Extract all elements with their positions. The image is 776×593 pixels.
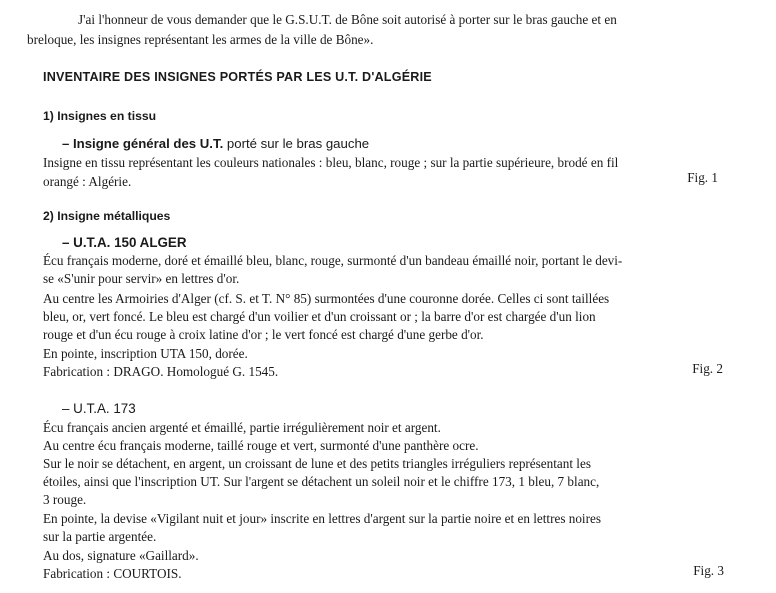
section-2-heading: 2) Insigne métalliques bbox=[43, 209, 171, 223]
page-title: INVENTAIRE DES INSIGNES PORTÉS PAR LES U.T. D'ALGÉRIE bbox=[43, 70, 432, 84]
item-uta-173-line-4: étoiles, ainsi que l'inscription UT. Sur l'argent se détachent un soleil noir et le chiffre 173, 1 bleu, 7 blanc, bbox=[43, 474, 600, 489]
intro-line-1: J'ai l'honneur de vous demander que le G.S.U.T. de Bône soit autorisé à porter sur le bras gauche et en bbox=[78, 12, 617, 27]
item-uta-150-line-5: rouge et d'un écu rouge à croix latine d'or ; le vert foncé est chargé d'une gerbe d'or. bbox=[43, 327, 484, 342]
section-1-item-title-rest: porté sur le bras gauche bbox=[223, 136, 370, 151]
item-uta-173-line-6: En pointe, la devise «Vigilant nuit et jour» inscrite en lettres d'argent sur la partie noire et en lettres noires bbox=[43, 511, 601, 526]
item-uta-173-line-9: Fabrication : COURTOIS. bbox=[43, 566, 182, 581]
item-uta-150-title: – U.T.A. 150 ALGER bbox=[62, 235, 187, 250]
section-1-line-2: orangé : Algérie. bbox=[43, 174, 132, 189]
figure-3-label: Fig. 3 bbox=[693, 563, 724, 578]
section-1-line-1: Insigne en tissu représentant les couleurs nationales : bleu, blanc, rouge ; sur la partie supérieure, brodé en fil bbox=[43, 155, 619, 170]
item-uta-173-line-7: sur la partie argentée. bbox=[43, 529, 157, 544]
item-uta-173-line-1: Écu français ancien argenté et émaillé, partie irrégulièrement noir et argent. bbox=[43, 420, 441, 435]
item-uta-173-line-8: Au dos, signature «Gaillard». bbox=[43, 548, 199, 563]
item-uta-173-title: – U.T.A. 173 bbox=[62, 401, 136, 416]
item-uta-173-line-3: Sur le noir se détachent, en argent, un croissant de lune et des petits triangles irréguliers représentant les bbox=[43, 456, 591, 471]
item-uta-150-line-7: Fabrication : DRAGO. Homologué G. 1545. bbox=[43, 364, 279, 379]
figure-1-label: Fig. 1 bbox=[687, 170, 718, 185]
figure-2-label: Fig. 2 bbox=[692, 361, 723, 376]
item-uta-150-line-6: En pointe, inscription UTA 150, dorée. bbox=[43, 346, 248, 361]
intro-line-2: breloque, les insignes représentant les armes de la ville de Bône». bbox=[27, 32, 374, 47]
item-uta-173-line-2: Au centre écu français moderne, taillé rouge et vert, surmonté d'une panthère ocre. bbox=[43, 438, 479, 453]
item-uta-150-line-2: se «S'unir pour servir» en lettres d'or. bbox=[43, 271, 240, 286]
item-uta-150-line-4: bleu, or, vert foncé. Le bleu est chargé d'un voilier et d'un croissant or ; la barre d'or est chargée d'un lion bbox=[43, 309, 596, 324]
item-uta-150-line-1: Écu français moderne, doré et émaillé bleu, blanc, rouge, surmonté d'un bandeau émaillé noir, portant le devi- bbox=[43, 253, 623, 268]
section-1-item-title bbox=[62, 136, 369, 152]
section-1-item-title-bold: – Insigne général des U.T. bbox=[62, 136, 224, 151]
item-uta-173-line-5: 3 rouge. bbox=[43, 492, 87, 507]
item-uta-150-line-3: Au centre les Armoiries d'Alger (cf. S. et T. N° 85) surmontées d'une couronne dorée. Celles ci sont taillées bbox=[43, 291, 610, 306]
section-1-heading: 1) Insignes en tissu bbox=[43, 109, 157, 123]
